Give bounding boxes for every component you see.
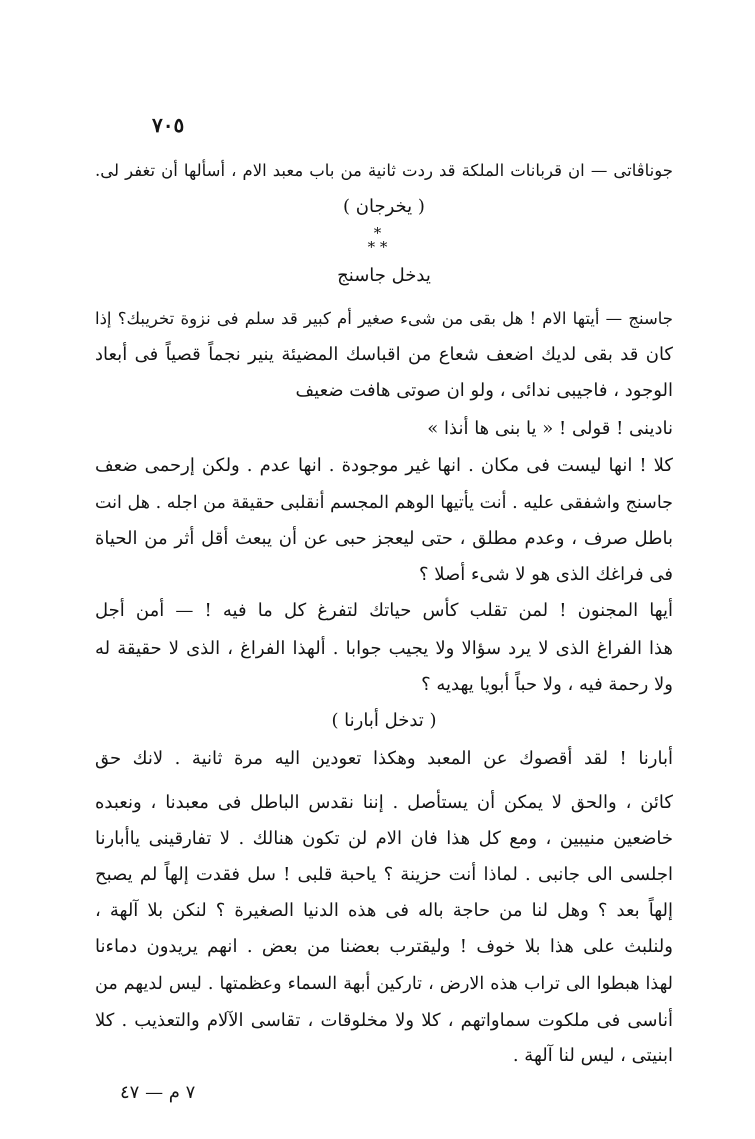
text-line: نادينى ! قولى ! « يا بنى ها أنذا » [427,418,673,439]
text-line: باطل صرف ، وعدم مطلق ، حتى ليعجز حبى عن أن يبعث أقل أثر من الحياة [95,528,673,549]
section-divider: * [373,224,382,242]
text-line: أناسى فى ملكوت سماواتهم ، كلا ولا مخلوقات ، تقاسى الآلام والتعذيب . كلا [95,1010,673,1031]
text-line: كان قد بقى لديك اضعف شعاع من اقباسك المضيئة ينير نجماً قصياً فى أبعاد [95,344,673,365]
text-line: ولنلبث على هذا بلا خوف ! وليقترب بعضنا من بعض . انهم يريدون دماءنا [95,936,673,957]
text-line: أيها المجنون ! لمن تقلب كأس حياتك لتفرغ كل ما فيه ! — أمن أجل [95,600,673,621]
text-line: ابنيتى ، ليس لنا آلهة . [512,1045,673,1066]
text-line: لهذا هبطوا الى تراب هذه الارض ، تاركين أبهة السماء وعظمتها . ليس لديهم من [95,974,673,994]
text-line: فى فراغك الذى هو لا شىء أصلا ؟ [419,564,673,585]
text-line: جاسنج واشفقى عليه . أنت يأتيها الوهم المجسم أنقلبى حقيقة من اجله . هل انت [95,493,673,513]
stage-direction: يدخل جاسنج [337,265,431,286]
text-line: جاسنج — أيتها الام ! هل بقى من شىء صغير أم كبير قد سلم فى نزوة تخريبك؟ إذا [95,309,673,328]
text-line: ولا رحمة فيه ، ولا حباً أبويا يهديه ؟ [421,674,673,695]
text-line: خاضعين منيبين ، ومع كل هذا فان الام لن تكون هنالك . لا تفارقينى ياأبارنا [95,828,673,849]
signature-mark: ٧ م — ٤٧ [120,1082,196,1103]
text-line: أبارنا ! لقد أقصوك عن المعبد وهكذا تعودين اليه مرة ثانية . لانك حق [95,748,673,769]
text-line: كلا ! انها ليست فى مكان . انها غير موجودة . انها عدم . ولكن إرحمى ضعف [95,455,673,476]
text-line: إلهاً بعد ؟ وهل لنا من حاجة باله فى هذه الدنيا الصغيرة ؟ لنكن بلا آلهة ، [95,900,673,921]
stage-direction: ( تدخل أبارنا ) [331,710,437,731]
section-divider-stars: * * [367,238,388,256]
text-line: كائن ، والحق لا يمكن أن يستأصل . إننا نقدس الباطل فى معبدنا ، ونعبده [95,792,673,813]
stage-direction: ( يخرجان ) [343,196,425,217]
text-line: اجلسى الى جانبى . لماذا أنت حزينة ؟ ياحبة قلبى ! سل فقدت إلهاً لم يصبح [95,864,673,885]
text-line: هذا الفراغ الذى لا يرد سؤالا ولا يجيب جوابا . ألهذا الفراغ ، الذى لا حقيقة له [95,638,673,659]
text-line: جوناڤاتى — ان قربانات الملكة قد ردت ثانية من باب معبد الام ، أسألها أن تغفر لى. [95,161,673,180]
text-line: الوجود ، فاجيبى ندائى ، ولو ان صوتى هافت ضعيف [295,380,673,401]
page-number: ٧٠٥ [152,113,185,137]
